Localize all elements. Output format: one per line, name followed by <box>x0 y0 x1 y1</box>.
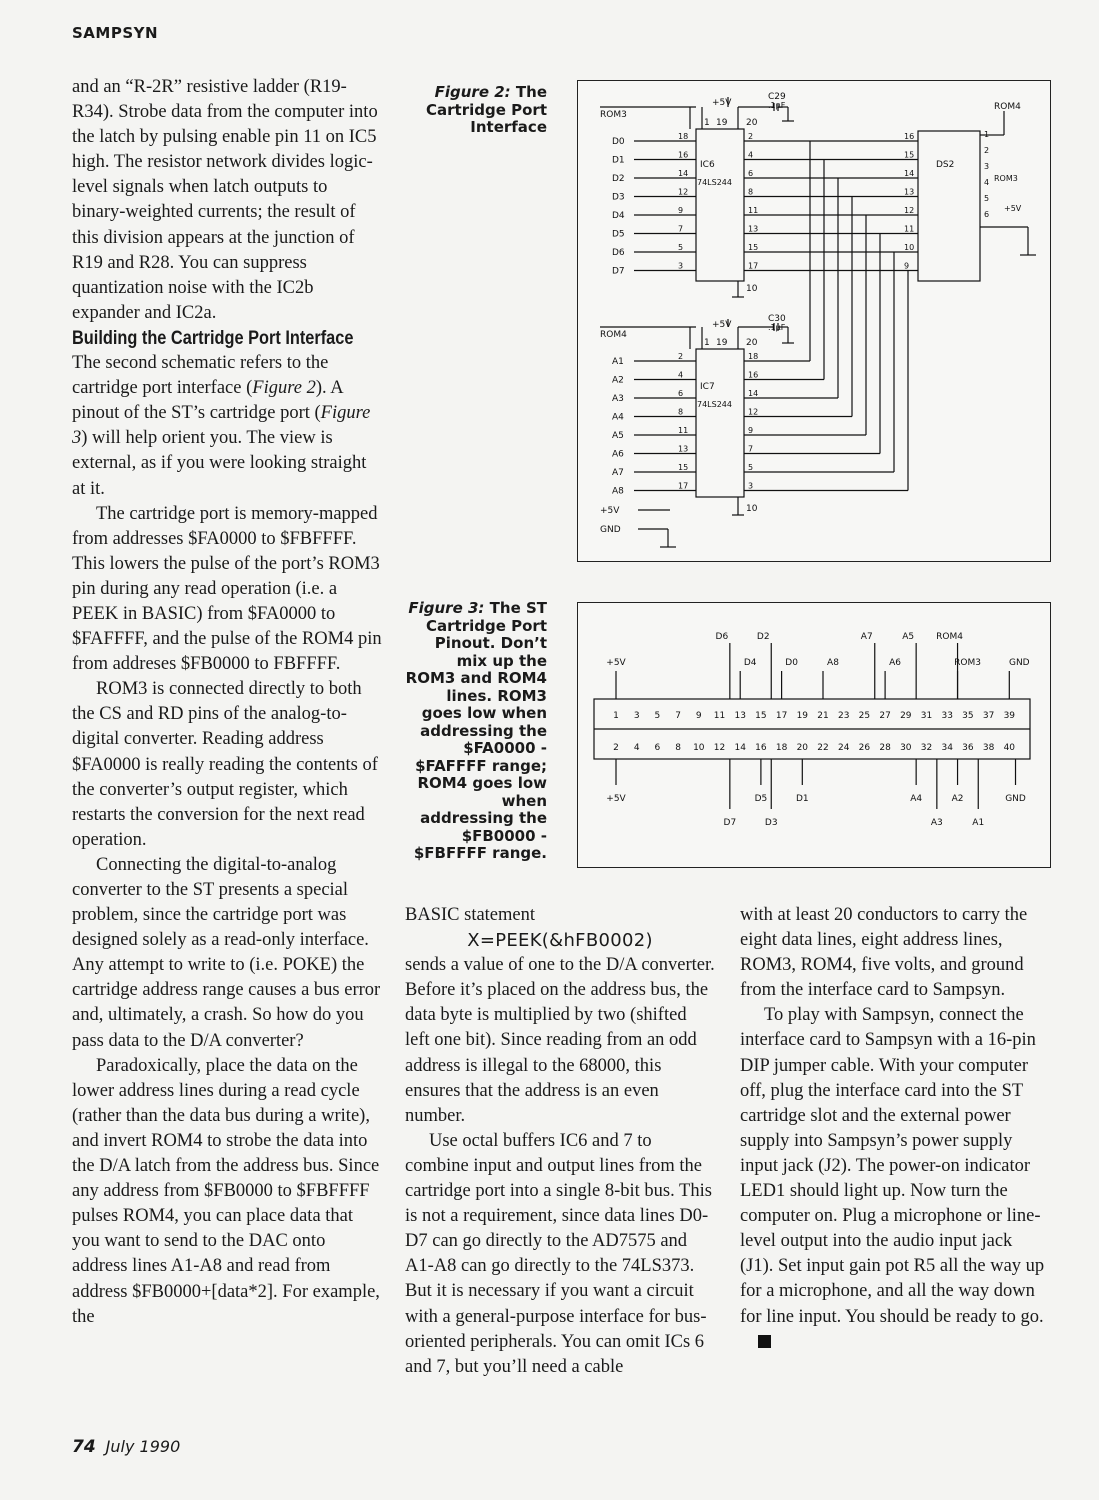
ic7-label: IC7 <box>700 382 715 392</box>
body-paragraph: To play with Sampsyn, connect the interface card to Sampsyn with a 16-pin DIP jumper cable. With your computer off, plug the interface card into the ST cartridge slot and the external power supply into Sampsyn’s power supply input jack (J2). The power-on indicator LED1 should light up. Now turn the computer on. Plug a microphone or line-level output into the audio input jack (J1). Set input gain pot R5 all the way up for a microphone, and all the way down for line input. You should be ready to go. <box>740 1003 1050 1354</box>
even-pin-number: 22 <box>817 743 829 753</box>
pin-number: 6 <box>748 169 754 178</box>
pin-number: 13 <box>904 187 915 197</box>
pin-number: 8 <box>748 187 754 197</box>
pin-number: 8 <box>678 407 684 417</box>
pin-signal-label: +5V <box>606 794 626 804</box>
pin-number: 13 <box>748 224 759 234</box>
svg-text:19: 19 <box>716 338 728 348</box>
svg-text:+5V: +5V <box>1004 204 1022 213</box>
pin-number: 4 <box>748 150 754 160</box>
data-line-label: D0 <box>612 137 625 147</box>
odd-pin-number: 5 <box>654 711 661 721</box>
page-footer <box>72 1437 180 1457</box>
pin-signal-label: A5 <box>902 632 915 642</box>
section-heading: Building the Cartridge Port Interface <box>72 327 354 349</box>
pin-number: 12 <box>748 407 759 417</box>
pin-number: 3 <box>984 162 990 171</box>
body-paragraph: Use octal buffers IC6 and 7 to combine input and output lines from the cartridge port into a single 8-bit bus. This is not a requirement, since data lines D0-D7 can go directly to the AD7575 and A1-A8 can go directly to the 74LS373. But it is necessary if you want a circuit with a general-purpose interface for bus-oriented peripherals. You can omit ICs 6 and 7, but you’ll need a cable <box>405 1130 712 1377</box>
pin-signal-label: ROM4 <box>936 632 963 642</box>
pin-signal-label: ROM3 <box>954 658 981 668</box>
svg-text:+5V: +5V <box>712 320 732 330</box>
pin-number: 15 <box>678 463 689 472</box>
even-pin-number: 36 <box>962 743 974 753</box>
svg-text:20: 20 <box>746 118 758 128</box>
svg-text:19: 19 <box>716 118 728 128</box>
even-pin-number: 24 <box>837 743 850 753</box>
body-paragraph: The second schematic refers to the cartridge port interface (Figure 2). A pinout of the ST’s cartridge port (Figure 3) will help orient you. The view is external, as if you were looking straight at it. <box>72 353 371 499</box>
pin-number: 16 <box>678 150 689 160</box>
svg-text:.1µF: .1µF <box>768 101 786 110</box>
page-number: 74 <box>72 1437 96 1457</box>
end-mark <box>758 1335 771 1348</box>
pin-signal-label: A1 <box>972 818 985 828</box>
pin-signal-label: GND <box>1008 658 1030 668</box>
even-pin-number: 8 <box>675 743 681 753</box>
figure3-pinout <box>577 602 1051 868</box>
even-pin-number: 12 <box>713 743 726 753</box>
data-line-label: D6 <box>612 248 625 258</box>
address-line-label: A1 <box>612 357 624 367</box>
body-paragraph: The cartridge port is memory-mapped from addresses $FA0000 to $FBFFFF. This lowers the pulse of the port’s ROM3 pin during any read operation (i.e. a PEEK in BASIC) from $FA0000 to $FAFFFF, and the pulse of the ROM4 pin from addreses $FB0000 to FBFFFF. <box>72 503 382 675</box>
data-line-label: D1 <box>612 155 625 166</box>
svg-text:74LS244: 74LS244 <box>697 400 732 409</box>
odd-pin-number: 25 <box>858 711 871 721</box>
pin-number: 12 <box>678 187 689 197</box>
rom4-out-label: ROM4 <box>994 102 1021 112</box>
odd-pin-number: 11 <box>713 711 726 721</box>
svg-text:10: 10 <box>746 284 758 294</box>
body-paragraph: sends a value of one to the D/A converter. Before it’s placed on the address bus, the data byte is multiplied by two (shifted left one bit). Since reading from an odd address is illegal to the 68000, this ensures that the address is an even number. <box>405 955 715 1126</box>
pin-number: 11 <box>748 206 759 215</box>
pin-signal-label: D4 <box>743 658 757 668</box>
pin-number: 12 <box>904 206 915 215</box>
pin-signal-label: A4 <box>910 794 923 804</box>
pin-number: 6 <box>678 389 684 398</box>
left-column <box>72 75 384 1330</box>
even-pin-number: 18 <box>775 743 788 753</box>
data-line-label: D4 <box>612 211 625 221</box>
pin-signal-label: D6 <box>715 632 729 642</box>
body-paragraph: BASIC statement <box>405 905 536 925</box>
issue-date: July 1990 <box>105 1437 181 1456</box>
address-line-label: A8 <box>612 486 624 497</box>
even-pin-number: 40 <box>1003 743 1016 753</box>
odd-pin-number: 13 <box>734 711 746 721</box>
even-pin-number: 6 <box>654 743 661 753</box>
svg-text:1: 1 <box>704 338 710 348</box>
ds2-label: DS2 <box>936 160 955 170</box>
body-paragraph: Connecting the digital-to-analog converter to the ST presents a special problem, since the cartridge port was designed solely as a read-only interface. Any attempt to write to (i.e. POKE) the cartridge address range causes a bus error and, ultimately, a crash. So how do you pass data to the D/A converter? <box>72 854 381 1051</box>
pin-number: 18 <box>748 352 759 361</box>
pin-number: 7 <box>678 224 684 234</box>
odd-pin-number: 1 <box>613 711 619 721</box>
data-line-label: D5 <box>612 229 625 240</box>
pin-signal-label: D1 <box>795 794 809 804</box>
pin-number: 9 <box>678 206 684 215</box>
pin-number: 10 <box>904 243 915 252</box>
ic6-chip <box>696 129 744 281</box>
even-pin-number: 32 <box>920 743 933 753</box>
body-paragraph: with at least 20 conductors to carry the eight data lines, eight address lines, ROM3, ROM4, five volts, and ground from the interface card to Sampsyn. <box>740 905 1028 1001</box>
ic6-label: IC6 <box>700 160 715 170</box>
pin-signal-label: A6 <box>889 658 902 668</box>
odd-pin-number: 39 <box>1003 711 1016 721</box>
pin-number: 17 <box>678 481 689 491</box>
pin-number: 6 <box>984 210 990 219</box>
pin-signal-label: D0 <box>785 658 798 668</box>
pin-signal-label: A2 <box>951 794 964 804</box>
pin-number: 2 <box>678 352 684 361</box>
figure2-schematic <box>577 80 1051 562</box>
figure2-caption: Figure 2: The Cartridge Port Interface <box>426 83 547 136</box>
odd-pin-number: 17 <box>775 711 788 721</box>
middle-column <box>405 903 715 1380</box>
svg-text:10: 10 <box>746 504 758 514</box>
even-pin-number: 4 <box>633 743 640 753</box>
odd-pin-number: 31 <box>920 711 933 721</box>
pin-number: 15 <box>748 243 759 252</box>
even-pin-number: 2 <box>613 743 619 753</box>
svg-text:+5V: +5V <box>600 506 620 516</box>
right-column <box>740 903 1050 1355</box>
rom4-label: ROM4 <box>600 330 627 340</box>
data-line-label: D2 <box>612 174 625 184</box>
pin-number: 3 <box>748 481 754 491</box>
data-line-label: D7 <box>612 266 625 277</box>
pin-number: 16 <box>904 132 915 141</box>
address-line-label: A4 <box>612 412 624 423</box>
pin-number: 18 <box>678 132 689 141</box>
pin-number: 14 <box>678 169 689 178</box>
pin-number: 4 <box>984 178 990 187</box>
pin-number: 16 <box>748 370 759 380</box>
pin-number: 3 <box>678 261 684 271</box>
pin-number: 5 <box>748 463 754 472</box>
even-pin-number: 28 <box>879 743 891 753</box>
pin-number: 2 <box>748 132 754 141</box>
pin-number: 7 <box>748 444 754 454</box>
pin-number: 5 <box>984 194 990 203</box>
odd-pin-number: 23 <box>837 711 850 721</box>
even-pin-number: 34 <box>941 743 953 753</box>
odd-pin-number: 29 <box>900 711 912 721</box>
odd-pin-number: 37 <box>982 711 995 721</box>
pin-number: 2 <box>984 146 990 155</box>
address-line-label: A3 <box>612 394 624 404</box>
odd-pin-number: 15 <box>755 711 767 721</box>
odd-pin-number: 19 <box>796 711 809 721</box>
odd-pin-number: 21 <box>817 711 829 721</box>
svg-text:+5V: +5V <box>712 98 732 108</box>
pin-signal-label: +5V <box>606 658 626 668</box>
ic7-chip <box>696 349 744 497</box>
pin-number: 11 <box>678 426 689 435</box>
address-line-label: A5 <box>612 431 624 441</box>
even-pin-number: 26 <box>858 743 871 753</box>
body-paragraph: ROM3 is connected directly to both the CS and RD pins of the analog-to-digital converter. Reading address $FA0000 is really reading the contents of the converter’s output register, which restarts the conversion for the next read operation. <box>72 679 378 850</box>
svg-text:20: 20 <box>746 338 758 348</box>
svg-text:.1µF: .1µF <box>768 323 786 332</box>
pin-number: 11 <box>904 224 915 234</box>
figure3-caption: Figure 3: The ST Cartridge Port Pinout. Don’t mix up the ROM3 and ROM4 lines. ROM3 goes low when addressing the $FA0000 - $FAFFFF range; ROM4 goes low when addressing the $FB0000 - $FBFFFF range. <box>405 599 547 862</box>
odd-pin-number: 35 <box>962 711 974 721</box>
pin-number: 14 <box>748 389 759 398</box>
even-pin-number: 16 <box>755 743 767 753</box>
pin-number: 9 <box>748 426 754 435</box>
even-pin-number: 10 <box>693 743 705 753</box>
svg-text:1: 1 <box>704 118 710 128</box>
even-pin-number: 38 <box>982 743 995 753</box>
rom3-out-label: ROM3 <box>994 174 1018 183</box>
pin-signal-label: A3 <box>930 818 943 828</box>
body-paragraph: Paradoxically, place the data on the lower address lines during a read cycle (rather than the data bus during a write), and invert ROM4 to strobe the data into the D/A latch from the address bus. Since any address from $FB0000 to $FBFFFF pulses ROM4, you can place data that you want to send to the DAC onto address lines A1-A8 and read from address $FB0000+[data*2]. For example, the <box>72 1055 380 1327</box>
ds2-connector <box>918 131 980 281</box>
odd-pin-number: 7 <box>675 711 681 721</box>
running-header: SAMPSYN <box>72 24 159 42</box>
pin-signal-label: D5 <box>754 794 768 804</box>
pin-signal-label: A8 <box>827 658 839 668</box>
even-pin-number: 30 <box>900 743 912 753</box>
odd-pin-number: 33 <box>941 711 953 721</box>
address-line-label: A6 <box>612 449 624 460</box>
svg-text:GND: GND <box>600 525 621 535</box>
address-line-label: A7 <box>612 468 624 478</box>
address-line-label: A2 <box>612 375 624 386</box>
odd-pin-number: 27 <box>879 711 891 721</box>
pin-number: 9 <box>904 261 910 271</box>
pin-number: 4 <box>678 370 684 380</box>
pin-signal-label: GND <box>1005 794 1026 804</box>
odd-pin-number: 9 <box>695 711 702 721</box>
pin-number: 17 <box>748 261 759 271</box>
pin-number: 14 <box>904 169 915 178</box>
pin-number: 13 <box>678 444 689 454</box>
body-paragraph: and an “R-2R” resistive ladder (R19-R34). Strobe data from the computer into the latch by pulsing enable pin 11 on IC5 high. The resistor network divides logic-level signals when latch outputs to binary-weighted currents; the result of this division appears at the junction of R19 and R28. You can suppress quantization noise with the IC2b expander and IC2a. <box>72 77 378 323</box>
even-pin-number: 20 <box>796 743 809 753</box>
svg-text:C30: C30 <box>768 314 786 324</box>
basic-code: X=PEEK(&hFB0002) <box>467 930 653 952</box>
even-pin-number: 14 <box>734 743 746 753</box>
data-line-label: D3 <box>612 192 625 203</box>
pin-number: 1 <box>984 130 990 139</box>
pin-signal-label: D7 <box>723 818 737 828</box>
pin-number: 5 <box>678 243 684 252</box>
rom3-label: ROM3 <box>600 110 627 120</box>
svg-text:C29: C29 <box>768 92 786 102</box>
pin-signal-label: A7 <box>860 632 873 642</box>
odd-pin-number: 3 <box>633 711 640 721</box>
pin-signal-label: D2 <box>756 632 770 642</box>
pin-signal-label: D3 <box>764 818 778 828</box>
pin-number: 15 <box>904 150 915 160</box>
svg-text:74LS244: 74LS244 <box>697 178 732 187</box>
